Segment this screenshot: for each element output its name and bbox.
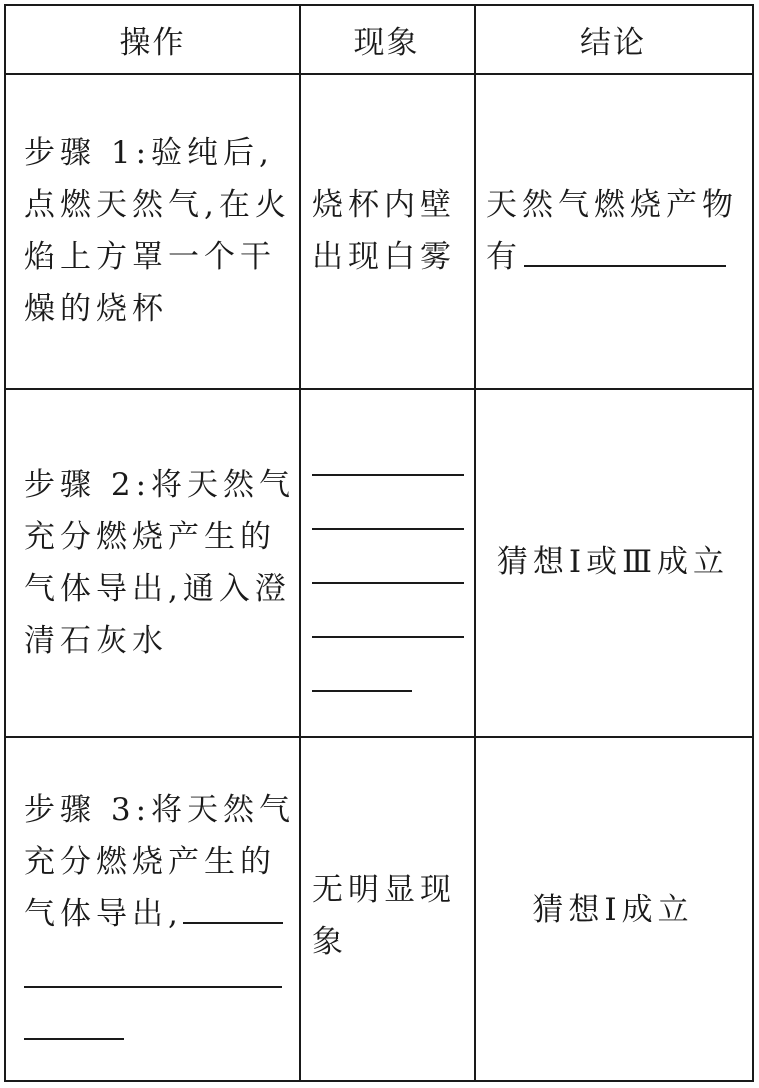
header-operation: 操作 [119, 25, 186, 61]
row3-operation [24, 784, 294, 940]
text-line: 充分燃烧产生的 [24, 519, 276, 555]
text-line: 猜想Ⅰ成立 [532, 892, 694, 928]
row1-conclusion [486, 179, 748, 283]
header-phenomenon: 现象 [353, 25, 420, 61]
text-line: 燥的烧杯 [24, 291, 168, 327]
text-line: 气体导出, [24, 888, 294, 940]
answer-blank[interactable] [24, 986, 282, 988]
header-conclusion: 结论 [580, 25, 646, 61]
column-divider [299, 6, 301, 1080]
answer-blank[interactable] [524, 235, 726, 267]
row2-operation [24, 459, 294, 667]
row3-phenomenon [312, 864, 472, 968]
text-line: 气体导出,通入澄 [24, 571, 291, 607]
row3-conclusion [474, 736, 752, 1084]
answer-blank[interactable] [312, 528, 464, 530]
answer-blank[interactable] [312, 636, 464, 638]
answer-blank[interactable] [183, 892, 283, 924]
text-line: 步骤 2:将天然气 [24, 467, 296, 503]
text-line: 步骤 3:将天然气 [24, 792, 296, 828]
row2-conclusion [474, 388, 752, 736]
text-line: 充分燃烧产生的 [24, 844, 276, 880]
text-line: 清石灰水 [24, 623, 168, 659]
row-divider [6, 73, 752, 75]
text-line: 焰上方罩一个干 [24, 239, 276, 275]
text-line: 无明显现 [312, 872, 456, 908]
text-line: 天然气燃烧产物 [486, 187, 738, 223]
row1-operation [24, 127, 294, 335]
row1-phenomenon [312, 179, 472, 283]
text-line: 猜想Ⅰ或Ⅲ成立 [496, 544, 730, 580]
text-line: 象 [312, 924, 348, 960]
answer-blank[interactable] [312, 690, 412, 692]
answer-blank[interactable] [312, 582, 464, 584]
answer-blank[interactable] [312, 474, 464, 476]
text-line: 烧杯内壁 [312, 187, 456, 223]
text-line: 有 [486, 231, 748, 283]
experiment-table [4, 4, 754, 1082]
text-line: 出现白雾 [312, 239, 456, 275]
text-line: 步骤 1:验纯后, [24, 135, 274, 171]
answer-blank[interactable] [24, 1038, 124, 1040]
text-line: 点燃天然气,在火 [24, 187, 291, 223]
